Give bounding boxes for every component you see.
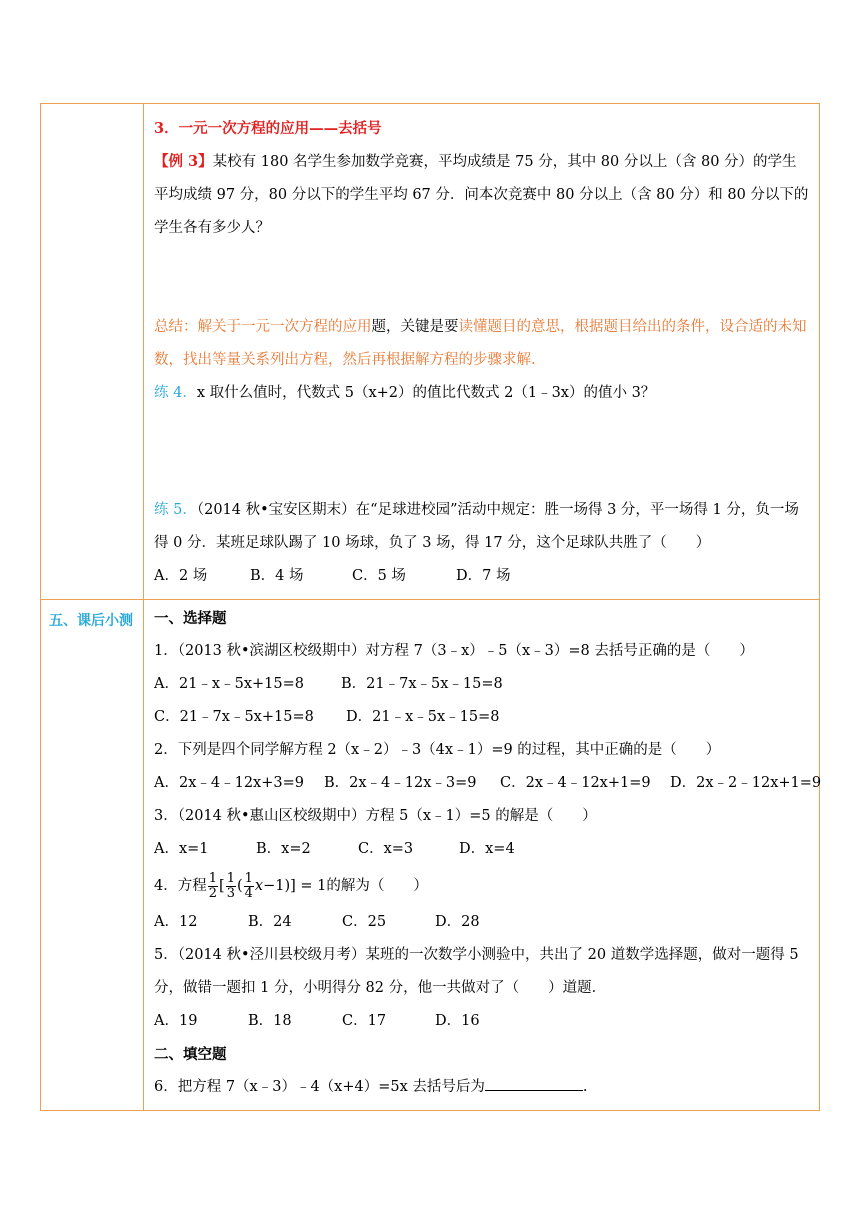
exercise5-options xyxy=(154,560,811,593)
example3-text: 某校有 180 名学生参加数学竞赛，平均成绩是 75 分，其中 80 分以上（含 80 分）的学生平均成绩 97 分，80 分以下的学生平均 67 分．问本次竞赛中 80 分以上（含 80 分）和 80 分以下的学生各有多少人？ xyxy=(154,154,809,236)
q6-answer-blank[interactable] xyxy=(485,1076,583,1091)
option-d: D．7 场 xyxy=(456,568,511,584)
example3-tag: 【例 3】 xyxy=(154,153,213,170)
q4-prefix: 4．方程 xyxy=(154,878,207,894)
q4-suffix: 的解为（ ） xyxy=(326,878,428,894)
question1: 1．（2013 秋•滨湖区校级期中）对方程 7（3﹣x）﹣5（x﹣3）=8 去括号正确的是（ ） xyxy=(154,643,754,659)
q4-option-c: C．25 xyxy=(342,914,387,930)
question1-options-row2 xyxy=(154,701,811,734)
question5: 5．（2014 秋•泾川县校级月考）某班的一次数学小测验中，共出了 20 道数学选择题，做对一题得 5 分，做错一题扣 1 分，小明得分 82 分，他一共做对了（ ）道题． xyxy=(154,947,799,996)
worksheet-table xyxy=(40,103,820,1111)
q2-option-c: C．2x﹣4﹣12x+1=9 xyxy=(500,775,651,791)
q1-option-d: D．21﹣x﹣5x﹣15=8 xyxy=(346,709,500,725)
q1-option-c: C．21﹣7x﹣5x+15=8 xyxy=(154,709,314,725)
q4-option-d: D．28 xyxy=(435,914,480,930)
question1-options-row1 xyxy=(154,668,811,701)
q6-prefix: 6．把方程 7（x﹣3）﹣4（x+4）=5x 去括号后为 xyxy=(154,1079,485,1095)
question2: 2．下列是四个同学解方程 2（x﹣2）﹣3（4x﹣1）=9 的过程，其中正确的是（ ） xyxy=(154,742,721,758)
q5-option-c: C．17 xyxy=(342,1013,387,1029)
question3: 3．（2014 秋•惠山区校级期中）方程 5（x﹣1）=5 的解是（ ） xyxy=(154,808,597,824)
q1-option-b: B．21﹣7x﹣5x﹣15=8 xyxy=(341,676,503,692)
question5-options xyxy=(154,1005,811,1038)
q3-option-d: D．x=4 xyxy=(459,841,515,857)
summary xyxy=(154,311,811,377)
part1-title: 一、选择题 xyxy=(154,610,227,627)
q5-option-b: B．18 xyxy=(248,1013,292,1029)
exercise4 xyxy=(154,377,811,410)
option-c: C．5 场 xyxy=(352,568,406,584)
option-b: B．4 场 xyxy=(250,568,304,584)
q1-option-a: A．21﹣x﹣5x+15=8 xyxy=(154,676,304,692)
question2-options xyxy=(154,767,822,800)
section5-content-cell xyxy=(144,600,820,1111)
summary-part-b: 题，关键是要 xyxy=(371,319,459,335)
q4-option-a: A．12 xyxy=(154,914,198,930)
exercise5 xyxy=(154,494,811,560)
q2-option-d: D．2x﹣2﹣12x+1=9 xyxy=(670,775,822,791)
q5-option-d: D．16 xyxy=(435,1013,480,1029)
exercise5-text: （2014 秋•宝安区期末）在“足球进校园”活动中规定：胜一场得 3 分，平一场得 1 分，负一场得 0 分．某班足球队踢了 10 场球，负了 3 场，得 17 分，这个足球队共胜了（ ） xyxy=(154,502,799,551)
exercise4-text: x 取什么值时，代数式 5（x+2）的值比代数式 2（1﹣3x）的值小 3？ xyxy=(196,385,656,401)
exercise4-label: 练 4． xyxy=(154,385,197,401)
part2-title: 二、填空题 xyxy=(154,1046,227,1063)
question4 xyxy=(154,866,811,906)
question4-options xyxy=(154,906,811,939)
q3-option-c: C．x=3 xyxy=(358,841,414,857)
q2-option-b: B．2x﹣4﹣12x﹣3=9 xyxy=(324,775,477,791)
summary-part-a: 总结：解关于一元一次方程的应用 xyxy=(154,319,372,335)
answer-space xyxy=(154,245,811,311)
answer-space-2 xyxy=(154,410,811,494)
q4-option-b: B．24 xyxy=(248,914,292,930)
section3-row xyxy=(41,104,820,600)
question3-options xyxy=(154,833,811,866)
q2-option-a: A．2x﹣4﹣12x+3=9 xyxy=(154,775,304,791)
q5-option-a: A．19 xyxy=(154,1013,198,1029)
exercise5-label: 练 5． xyxy=(154,502,197,518)
summary-part-c: 读懂题目的意思，根据题目给出的条件，设合适的未知数，找出等量关系列出方程，然后再根据解方程的步骤求解. xyxy=(154,319,807,368)
q3-option-b: B．x=2 xyxy=(256,841,311,857)
section5-label: 五、课后小测 xyxy=(49,613,133,629)
example3 xyxy=(154,145,811,245)
section5-label-cell xyxy=(41,600,144,1111)
section3-label-cell xyxy=(41,104,144,600)
q4-equation: $\frac{1}{2}$ [ $\frac{1}{3}$ ( $\frac{1}{4}$ x−1)] = 1 xyxy=(208,870,327,901)
option-a: A．2 场 xyxy=(154,568,208,584)
question6 xyxy=(154,1071,811,1104)
q3-option-a: A．x=1 xyxy=(154,841,209,857)
q6-suffix: . xyxy=(582,1079,588,1095)
section3-content-cell xyxy=(144,104,820,600)
section5-row xyxy=(41,600,820,1111)
section3-title: 3．一元一次方程的应用——去括号 xyxy=(154,120,382,137)
